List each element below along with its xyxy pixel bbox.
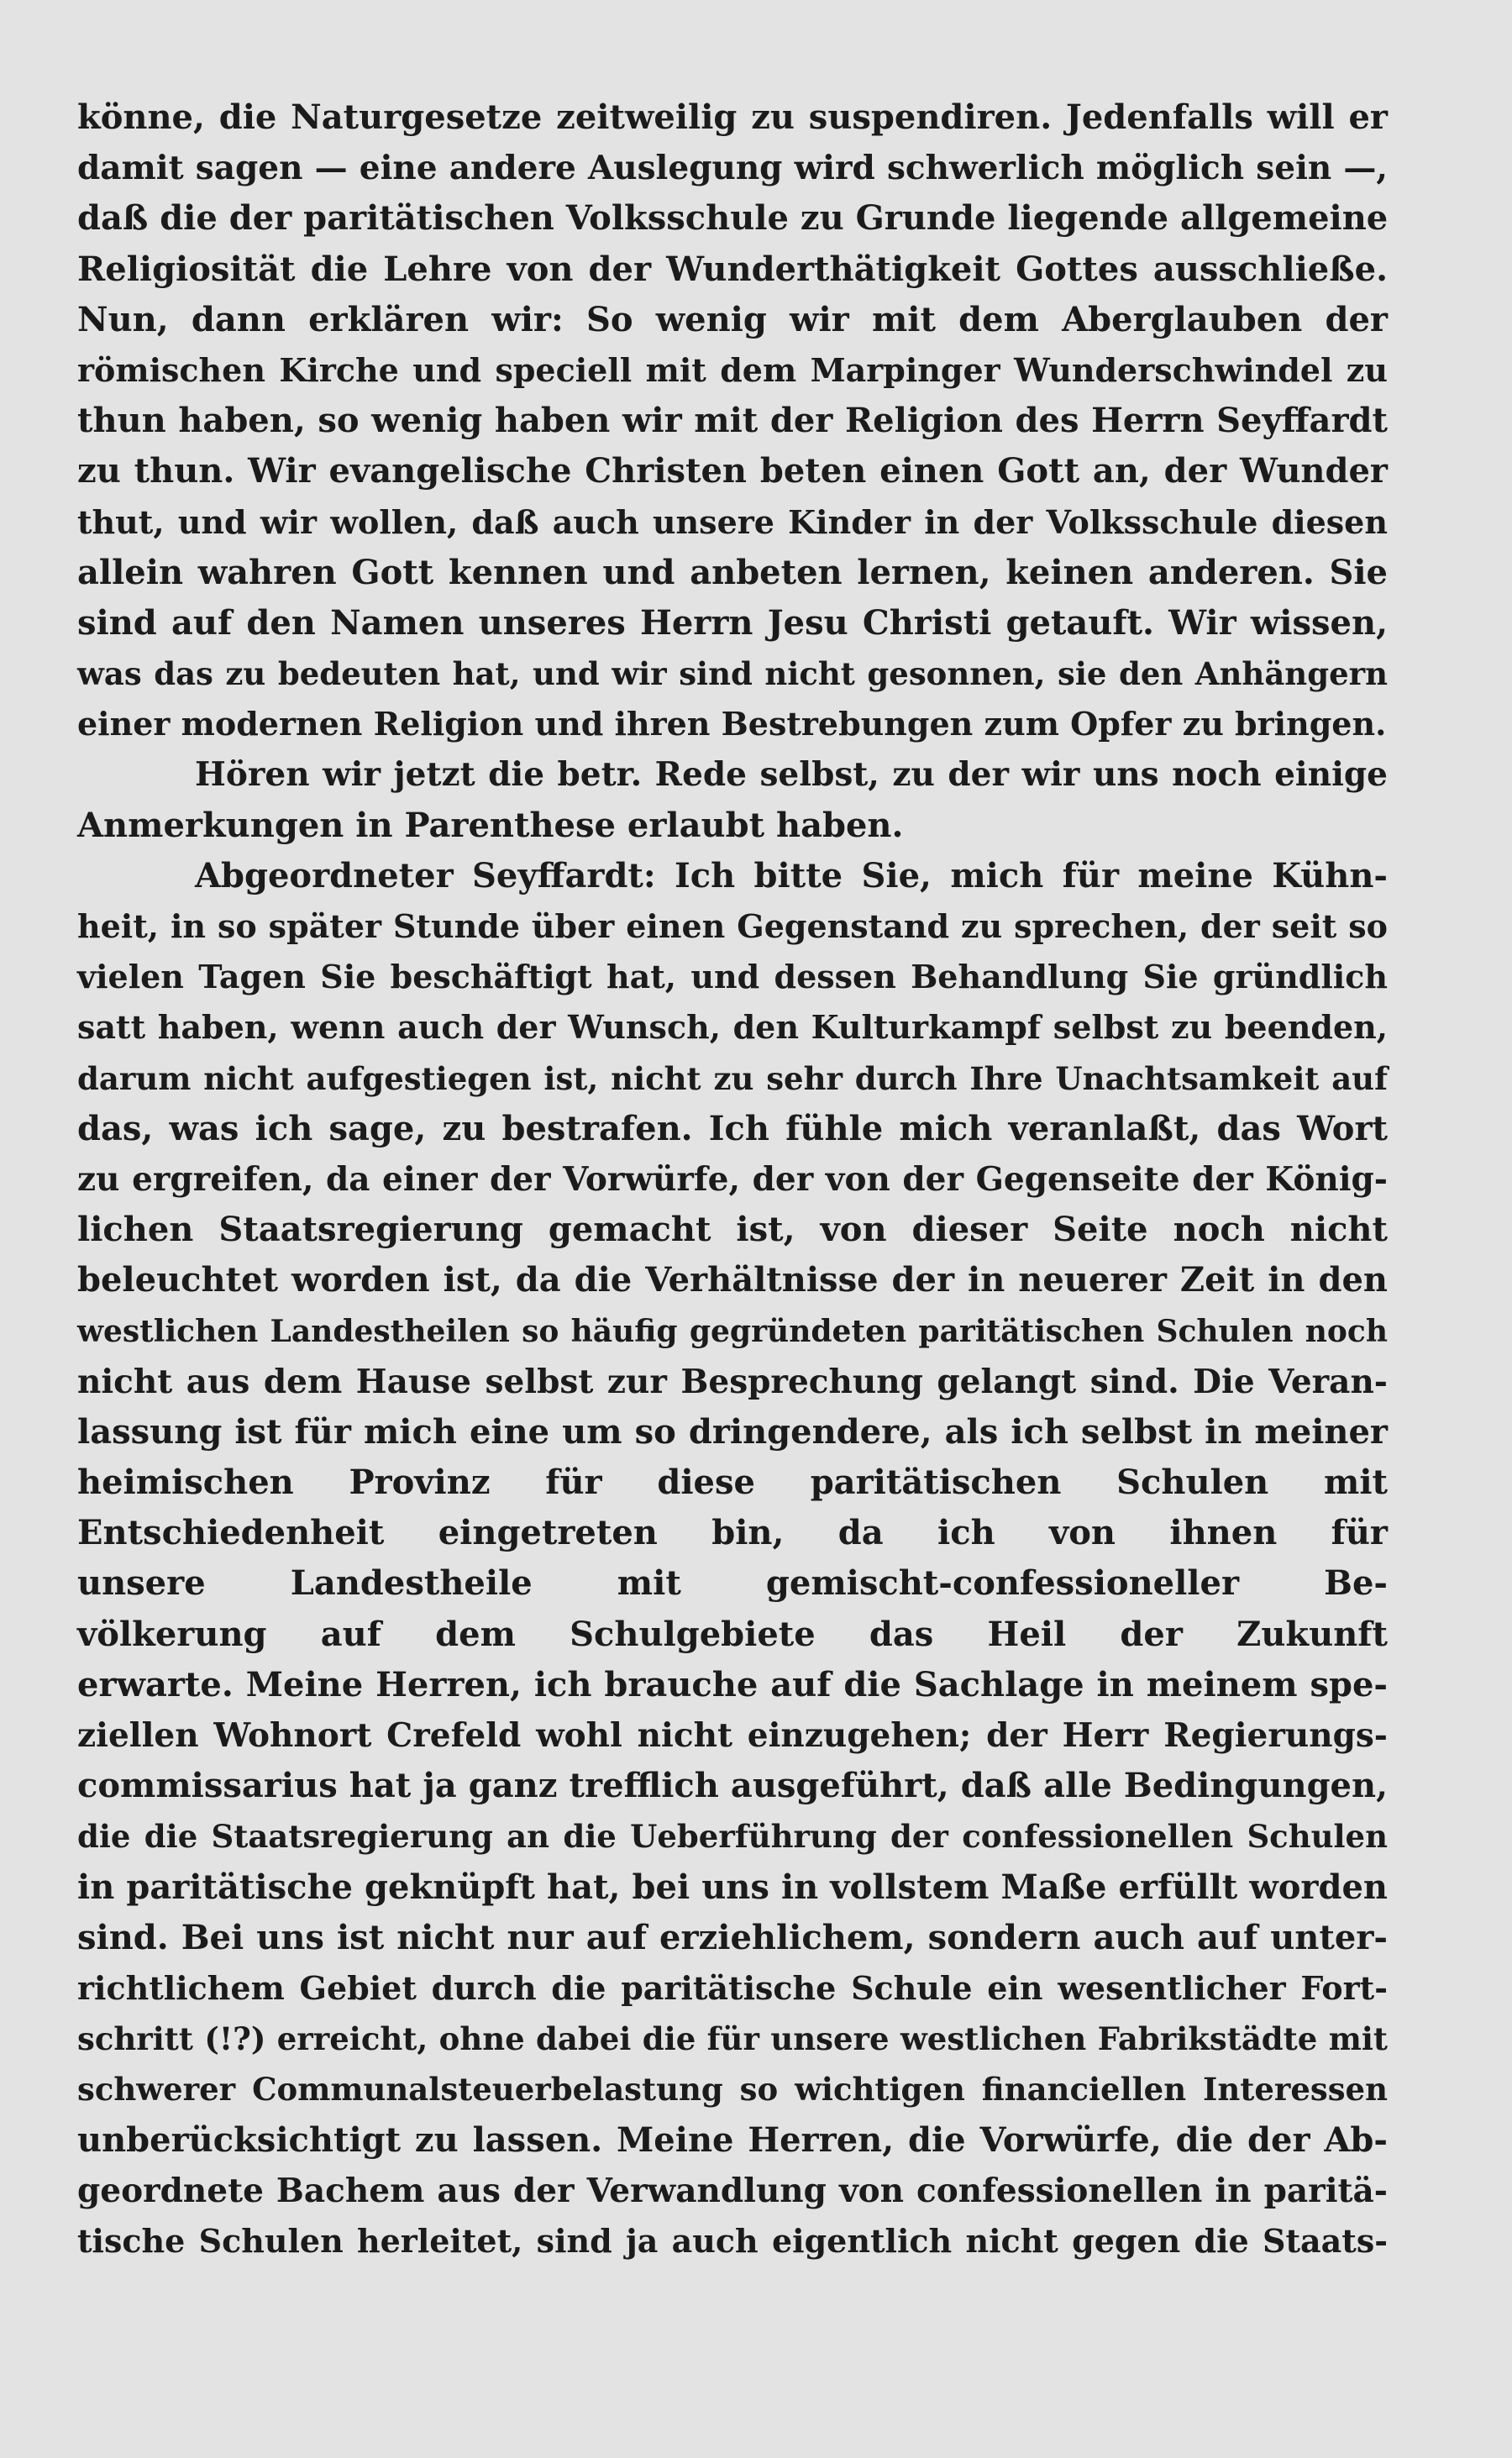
text-line: vielen Tagen Sie beschäftigt hat, und dessen Behandlung Sie gründlich xyxy=(77,958,1388,996)
text-line: die die Staatsregierung an die Ueberführung der confessionellen Schulen xyxy=(77,1818,1388,1856)
text-line: thut, und wir wollen, daß auch unsere Kinder in der Volksschule diesen xyxy=(77,502,1388,541)
text-line: Nun, dann erklären wir: So wenig wir mit dem Aberglauben der xyxy=(77,299,1388,339)
text-line: allein wahren Gott kennen und anbeten lernen, keinen anderen. Sie xyxy=(77,552,1388,592)
text-line: geordnete Bachem aus der Verwandlung von confessionellen in paritä- xyxy=(77,2171,1388,2210)
text-line: völkerung auf dem Schulgebiete das Heil der Zukunft xyxy=(77,1614,1388,1654)
text-line: richtlichem Gebiet durch die paritätische Schule ein wesentlicher Fort- xyxy=(77,1968,1388,2007)
text-line: zu thun. Wir evangelische Christen beten einen Gott an, der Wunder xyxy=(77,451,1388,491)
paragraph-2 xyxy=(77,749,1388,850)
text-line: thun haben, so wenig haben wir mit der Religion des Herrn Seyffardt xyxy=(77,401,1388,441)
text-line: damit sagen — eine andere Auslegung wird schwerlich möglich sein —, xyxy=(77,149,1388,188)
text-line: lichen Staatsregierung gemacht ist, von dieser Seite noch nicht xyxy=(77,1210,1388,1250)
text-line: unberücksichtigt zu lassen. Meine Herren, die Vorwürfe, die der Ab- xyxy=(77,2119,1388,2160)
text-line: Abgeordneter Seyffardt: Ich bitte Sie, mich für meine Kühn- xyxy=(195,855,1388,895)
text-line: commissarius hat ja ganz trefflich ausgeführt, daß alle Bedingungen, xyxy=(77,1766,1388,1806)
text-line: Entschiedenheit eingetreten bin, da ich von ihnen für xyxy=(77,1513,1388,1553)
text-line: heimischen Provinz für diese paritätischen Schulen mit xyxy=(77,1463,1388,1503)
text-line: satt haben, wenn auch der Wunsch, den Kulturkampf selbst zu beenden, xyxy=(77,1008,1388,1047)
text-line: sind. Bei uns ist nicht nur auf erziehlichem, sondern auch auf unter- xyxy=(77,1917,1388,1957)
text-line: tische Schulen herleitet, sind ja auch eigentlich nicht gegen die Staats- xyxy=(77,2221,1388,2260)
text-line: römischen Kirche und speciell mit dem Marpinger Wunderschwindel zu xyxy=(77,350,1388,389)
text-line: heit, in so später Stunde über einen Gegenstand zu sprechen, der seit so xyxy=(77,907,1388,945)
text-line: zu ergreifen, da einer der Vorwürfe, der von der Gegenseite der König- xyxy=(77,1159,1388,1199)
text-line: ziellen Wohnort Crefeld wohl nicht einzugehen; der Herr Regierungs- xyxy=(77,1716,1388,1755)
body-text xyxy=(77,92,1388,2266)
text-line: Anmerkungen in Parenthese erlaubt haben. xyxy=(77,805,904,845)
text-line: schwerer Communalsteuerbelastung so wichtigen financiellen Interessen xyxy=(77,2071,1388,2109)
paragraph-1 xyxy=(77,92,1388,749)
text-line: Hören wir jetzt die betr. Rede selbst, zu der wir uns noch einige xyxy=(195,755,1388,795)
text-line: könne, die Naturgesetze zeitweilig zu suspendiren. Jedenfalls will er xyxy=(77,97,1388,137)
text-line: Religiosität die Lehre von der Wunderthätigkeit Gottes ausschließe. xyxy=(77,249,1388,289)
text-line: schritt (!?) erreicht, ohne dabei die für unsere westlichen Fabrikstädte mit xyxy=(77,2020,1388,2058)
text-line: beleuchtet worden ist, da die Verhältnisse der in neuerer Zeit in den xyxy=(77,1260,1388,1300)
text-line: in paritätische geknüpft hat, bei uns in vollstem Maße erfüllt worden xyxy=(77,1867,1388,1907)
text-line: sind auf den Namen unseres Herrn Jesu Christi getauft. Wir wissen, xyxy=(77,602,1388,643)
text-line: darum nicht aufgestiegen ist, nicht zu sehr durch Ihre Unachtsamkeit auf xyxy=(77,1059,1388,1097)
text-line: westlichen Landestheilen so häufig gegründeten paritätischen Schulen noch xyxy=(77,1313,1388,1349)
text-line: das, was ich sage, zu bestrafen. Ich fühle mich veranlaßt, das Wort xyxy=(77,1108,1388,1148)
paragraph-3 xyxy=(77,851,1388,2266)
text-line: unsere Landestheile mit gemischt-confessioneller Be- xyxy=(77,1563,1388,1604)
text-line: lassung ist für mich eine um so dringendere, als ich selbst in meiner xyxy=(77,1411,1388,1452)
text-line: erwarte. Meine Herren, ich brauche auf die Sachlage in meinem spe- xyxy=(77,1664,1388,1704)
text-line: nicht aus dem Hause selbst zur Besprechung gelangt sind. Die Veran- xyxy=(77,1362,1388,1401)
text-line: daß die der paritätischen Volksschule zu Grunde liegende allgemeine xyxy=(77,198,1389,239)
text-line: was das zu bedeuten hat, und wir sind nicht gesonnen, sie den Anhängern xyxy=(77,655,1388,693)
text-line: einer modernen Religion und ihren Bestrebungen zum Opfer zu bringen. xyxy=(77,705,1387,743)
